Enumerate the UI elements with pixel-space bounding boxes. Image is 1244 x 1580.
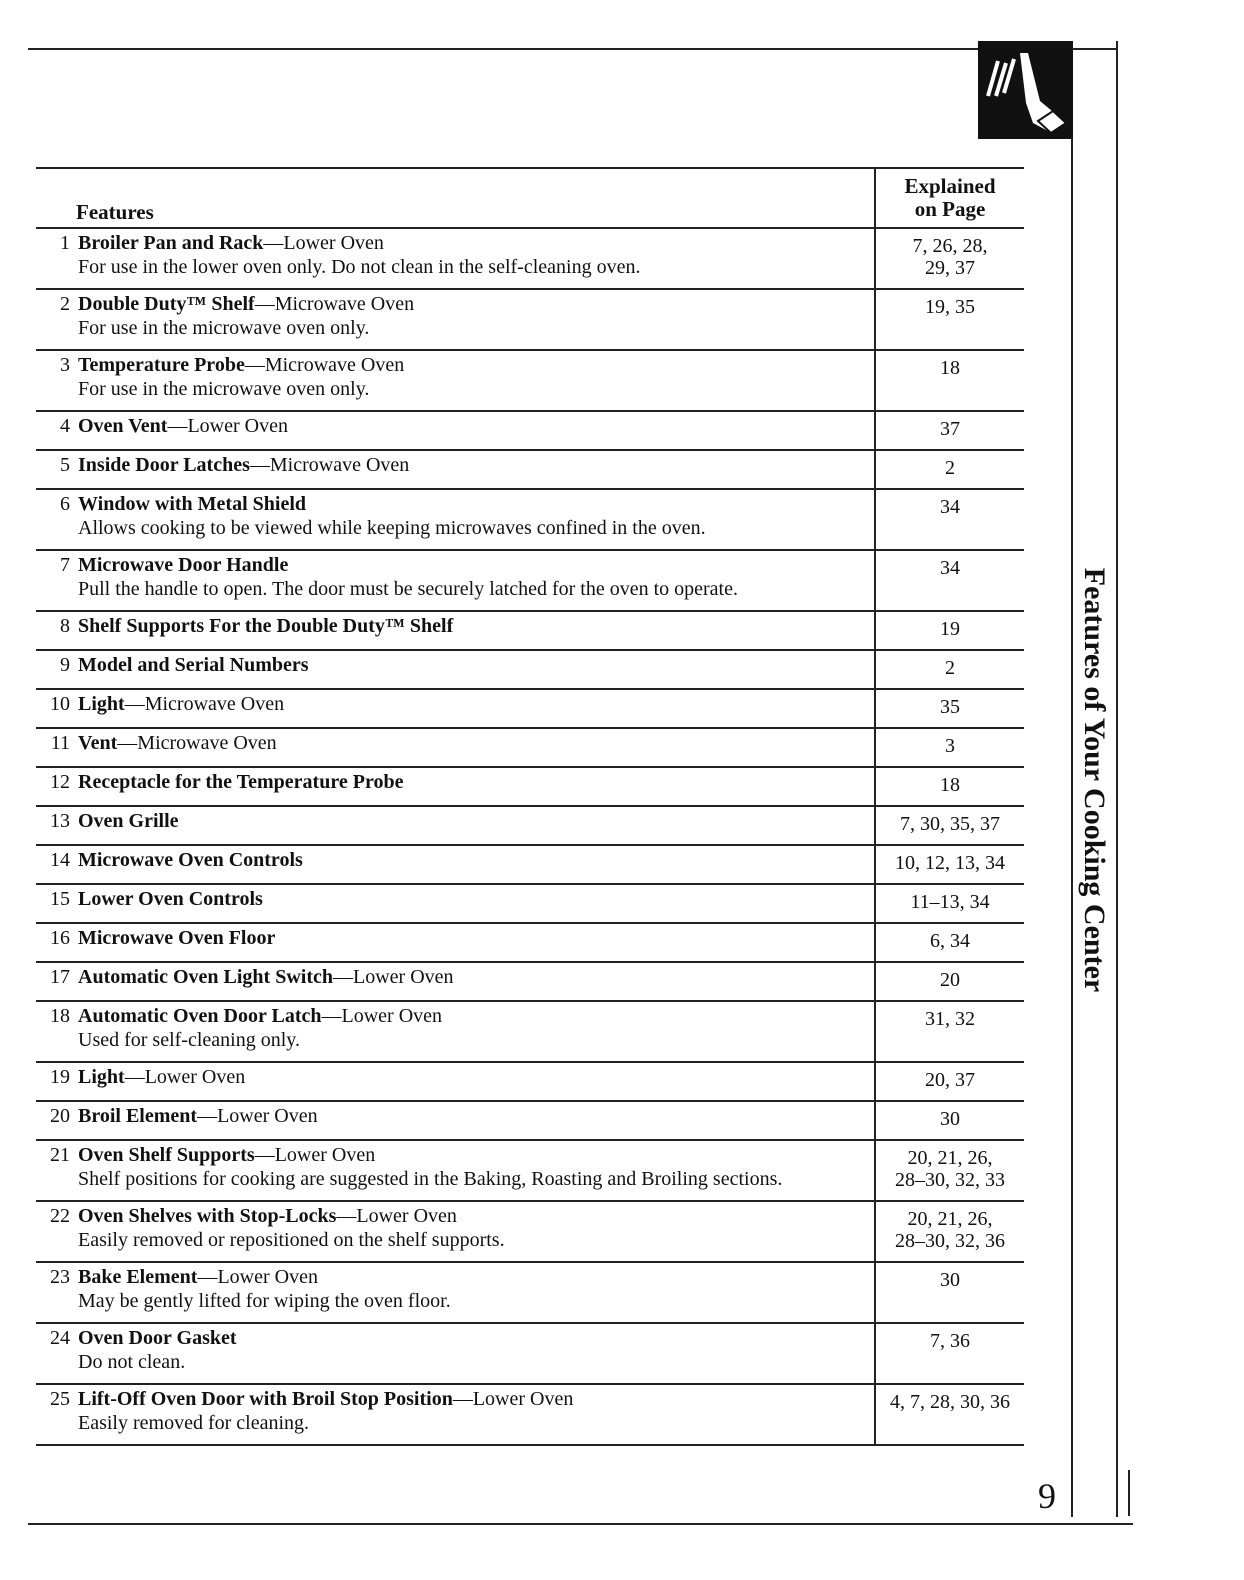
feature-cell [36,924,874,961]
page-reference-cell [874,351,1024,410]
feature-location: —Lower Oven [197,1266,318,1288]
feature-cell [36,612,874,649]
table-row [36,885,1024,924]
table-row [36,729,1024,768]
feature-title: Oven Door Gasket [78,1327,237,1349]
feature-number: 4 [60,415,70,437]
page-reference: 35 [940,696,960,718]
page-reference-cell [874,1102,1024,1139]
table-row [36,768,1024,807]
page-reference-cell [874,690,1024,727]
feature-title: Model and Serial Numbers [78,654,309,676]
page-reference: 34 [940,557,960,579]
table-row [36,1263,1024,1324]
feature-cell [36,651,874,688]
table-row [36,924,1024,963]
page-reference: 18 [940,774,960,796]
feature-cell [36,1263,874,1322]
feature-cell [36,290,874,349]
page-number: 9 [1038,1476,1056,1516]
feature-title: Vent [78,732,118,754]
page-reference: 4, 7, 28, 30, 36 [890,1391,1010,1413]
features-table [36,167,1024,1446]
table-row [36,1002,1024,1063]
feature-text [78,492,706,547]
table-row [36,290,1024,351]
page-reference: 18 [940,357,960,379]
feature-text [78,292,414,347]
feature-text [78,553,738,608]
feature-text [78,965,454,998]
feature-title: Microwave Oven Controls [78,849,303,871]
feature-text [78,809,179,842]
feature-number: 11 [50,732,70,754]
feature-cell [36,551,874,610]
page-reference: 20, 21, 26, [907,1147,993,1169]
page-reference-cell [874,612,1024,649]
feature-title: Oven Shelves with Stop-Locks [78,1205,337,1227]
page-reference-cell [874,1202,1024,1261]
feature-number: 20 [50,1105,70,1127]
page-reference-cell [874,1141,1024,1200]
feature-description: Easily removed or repositioned on the shelf supports. [78,1229,505,1251]
feature-description: Easily removed for cleaning. [78,1412,310,1434]
page-reference-cell [874,451,1024,488]
page-reference-cell [874,924,1024,961]
feature-number: 8 [60,615,70,637]
top-rule [28,48,1118,50]
feature-number: 17 [50,966,70,988]
table-row [36,1141,1024,1202]
feature-cell [36,229,874,288]
page-reference-cell [874,768,1024,805]
table-row [36,351,1024,412]
feature-title: Lift-Off Oven Door with Broil Stop Position [78,1388,453,1410]
feature-cell [36,1385,874,1444]
feature-cell [36,690,874,727]
feature-title: Oven Vent [78,415,168,437]
page-reference: 30 [940,1108,960,1130]
page-reference-cell [874,729,1024,766]
page-column-header: Explained on Page [874,169,1024,227]
feature-description: Pull the handle to open. The door must be securely latched for the oven to operate. [78,578,738,600]
feature-text [78,653,309,686]
feature-location: —Lower Oven [336,1205,457,1227]
feature-number: 2 [60,293,70,315]
feature-text [78,1143,782,1198]
feature-cell [36,1324,874,1383]
page-reference: 2 [945,457,955,479]
feature-description: Do not clean. [78,1351,186,1373]
sidebar-border [1071,41,1073,1517]
feature-text [78,1004,442,1059]
table-row [36,229,1024,290]
feature-number: 23 [50,1266,70,1288]
feature-text [78,770,403,803]
feature-cell [36,1102,874,1139]
hand-pointing-icon [978,41,1073,139]
feature-number: 6 [60,493,70,515]
page-reference-cell [874,1263,1024,1322]
page-reference-cell [874,807,1024,844]
feature-location: —Lower Oven [254,1144,376,1166]
page-reference-cell [874,963,1024,1000]
feature-number: 19 [50,1066,70,1088]
page-reference: 30 [940,1269,960,1291]
page-reference: 7, 36 [930,1330,970,1352]
feature-title: Inside Door Latches [78,454,250,476]
page-reference-cell [874,290,1024,349]
page-reference-cell [874,1385,1024,1444]
feature-cell [36,490,874,549]
table-row [36,846,1024,885]
feature-cell [36,963,874,1000]
feature-text [78,353,404,408]
table-row [36,612,1024,651]
feature-text [78,614,453,647]
bottom-rule [28,1523,1133,1525]
page-reference: 29, 37 [925,257,975,279]
feature-number: 22 [50,1205,70,1227]
feature-text [78,1326,237,1381]
feature-location: —Microwave Oven [117,732,277,754]
page-reference: 11–13, 34 [910,891,990,913]
feature-title: Oven Grille [78,810,179,832]
page-reference-cell [874,1002,1024,1061]
table-row [36,1063,1024,1102]
page-reference-cell [874,551,1024,610]
feature-title: Temperature Probe [78,354,245,376]
feature-location: —Lower Oven [124,1066,246,1088]
feature-text [78,1065,245,1098]
feature-description: For use in the microwave oven only. [78,317,370,339]
feature-title: Lower Oven Controls [78,888,263,910]
table-row [36,490,1024,551]
sidebar-border [1116,41,1118,1517]
feature-location: —Lower Oven [263,232,384,254]
feature-text [78,1104,318,1137]
page-reference-cell [874,651,1024,688]
page-reference: 10, 12, 13, 34 [895,852,1005,874]
feature-number: 24 [50,1327,70,1349]
table-row [36,551,1024,612]
feature-title: Broiler Pan and Rack [78,232,264,254]
table-row [36,963,1024,1002]
feature-cell [36,729,874,766]
page-corner-border [1128,1470,1130,1516]
page-reference: 7, 26, 28, [912,235,988,257]
table-body [36,229,1024,1446]
feature-description: For use in the lower oven only. Do not clean in the self-cleaning oven. [78,256,641,278]
page-reference: 20, 37 [925,1069,975,1091]
table-row [36,1202,1024,1263]
table-row [36,651,1024,690]
feature-cell [36,351,874,410]
feature-number: 16 [50,927,70,949]
feature-number: 5 [60,454,70,476]
feature-description: May be gently lifted for wiping the oven floor. [78,1290,451,1312]
feature-number: 1 [60,232,70,254]
page-reference-cell [874,885,1024,922]
feature-text [78,848,303,881]
feature-text [78,692,284,725]
page-reference: 20, 21, 26, [907,1208,993,1230]
feature-number: 14 [50,849,70,871]
page-reference: 7, 30, 35, 37 [900,813,1000,835]
table-header [36,167,1024,229]
page-reference: 6, 34 [930,930,970,952]
feature-text [78,1265,451,1320]
feature-title: Oven Shelf Supports [78,1144,255,1166]
feature-title: Broil Element [78,1105,198,1127]
feature-number: 9 [60,654,70,676]
feature-cell [36,1141,874,1200]
feature-title: Automatic Oven Door Latch [78,1005,322,1027]
feature-cell [36,1002,874,1061]
table-row [36,807,1024,846]
feature-cell [36,885,874,922]
feature-text [78,1204,505,1259]
features-column-header: Features [76,200,154,224]
feature-text [78,926,275,959]
page-reference-cell [874,490,1024,549]
page-reference: 19 [940,618,960,640]
feature-cell [36,412,874,449]
page-reference: 19, 35 [925,296,975,318]
feature-text [78,414,288,447]
table-row [36,1324,1024,1385]
feature-cell [36,451,874,488]
feature-description: Shelf positions for cooking are suggested in the Baking, Roasting and Broiling sections. [78,1168,783,1190]
feature-description: Used for self-cleaning only. [78,1029,300,1051]
table-row [36,690,1024,729]
feature-title: Window with Metal Shield [78,493,306,515]
page-reference: 3 [945,735,955,757]
feature-text [78,887,263,920]
feature-title: Microwave Door Handle [78,554,289,576]
table-row [36,1102,1024,1141]
feature-description: Allows cooking to be viewed while keeping microwaves confined in the oven. [78,517,706,539]
table-row [36,412,1024,451]
feature-number: 3 [60,354,70,376]
feature-location: —Lower Oven [321,1005,443,1027]
feature-title: Automatic Oven Light Switch [78,966,333,988]
feature-title: Double Duty™ Shelf [78,293,255,315]
feature-title: Light [78,693,125,715]
feature-location: —Lower Oven [452,1388,574,1410]
feature-title: Receptacle for the Temperature Probe [78,771,404,793]
feature-location: —Lower Oven [333,966,454,988]
feature-text [78,453,409,486]
page-reference: 2 [945,657,955,679]
feature-cell [36,1063,874,1100]
page-reference: 28–30, 32, 36 [895,1230,1005,1252]
feature-number: 10 [50,693,70,715]
feature-number: 21 [50,1144,70,1166]
feature-cell [36,1202,874,1261]
page-reference: 37 [940,418,960,440]
feature-title: Light [78,1066,125,1088]
page-reference-cell [874,412,1024,449]
feature-location: —Lower Oven [167,415,288,437]
feature-location: —Microwave Oven [244,354,405,376]
page-reference: 31, 32 [925,1008,975,1030]
table-row [36,1385,1024,1446]
feature-title: Microwave Oven Floor [78,927,276,949]
feature-location: —Microwave Oven [124,693,285,715]
page-reference: 20 [940,969,960,991]
feature-number: 15 [50,888,70,910]
feature-cell [36,807,874,844]
feature-number: 7 [60,554,70,576]
page-reference-cell [874,1324,1024,1383]
feature-location: —Lower Oven [197,1105,318,1127]
feature-number: 12 [50,771,70,793]
feature-cell [36,846,874,883]
feature-number: 25 [50,1388,70,1410]
table-row [36,451,1024,490]
feature-title: Bake Element [78,1266,198,1288]
feature-location: —Microwave Oven [254,293,415,315]
feature-text [78,731,277,764]
feature-number: 18 [50,1005,70,1027]
feature-text [78,231,640,286]
page-reference-cell [874,1063,1024,1100]
page-reference-cell [874,846,1024,883]
feature-location: —Microwave Oven [249,454,410,476]
page-reference: 34 [940,496,960,518]
feature-cell [36,768,874,805]
side-section-title: Features of Your Cooking Center [1078,567,1111,993]
feature-text [78,1387,573,1442]
feature-description: For use in the microwave oven only. [78,378,370,400]
feature-number: 13 [50,810,70,832]
page-reference-cell [874,229,1024,288]
feature-title: Shelf Supports For the Double Duty™ Shelf [78,615,454,637]
page-reference: 28–30, 32, 33 [895,1169,1005,1191]
